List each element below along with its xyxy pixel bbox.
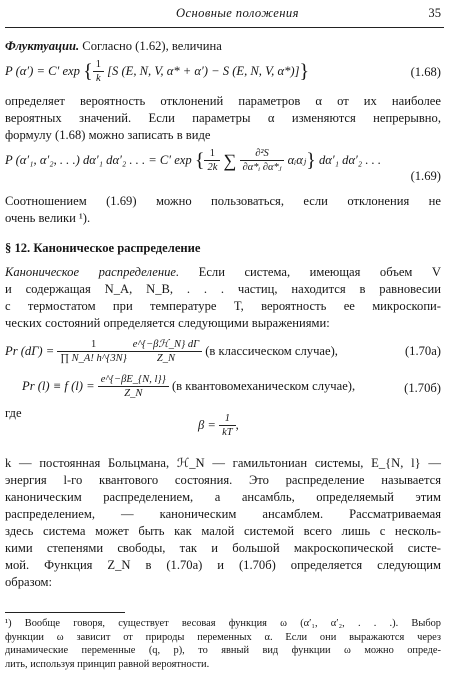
equation-1-69: P (α′₁, α′₂, . . .) dα′₁ dα′₂ . . . = C′ exp { $\frac{1}{2k}$ ∑ $\frac{\text{∂²S}}{\text{∂α*ᵢ ∂α*ⱼ}}$ αᵢαⱼ} dα′₁ dα′₂ . . . bbox=[5, 148, 382, 173]
eq169-number: (1.69) bbox=[410, 169, 441, 183]
beta-den: kT bbox=[222, 427, 233, 438]
running-header bbox=[0, 5, 449, 25]
eq170b-num: e^{−βE_{N, l}} bbox=[98, 373, 169, 387]
eq168-body: [S (E, N, V, α* + α′) − S (E, N, V, α*)] bbox=[107, 63, 300, 78]
eq170b-lhs: Pr (l) ≡ f (l) = bbox=[22, 378, 95, 393]
beta-tail: , bbox=[235, 417, 239, 432]
eq168-lhs: P (α′) = C′ exp bbox=[5, 63, 80, 78]
header-rule bbox=[5, 27, 444, 28]
footnote-line-4: лить, используя принцип равной вероятности. bbox=[5, 658, 210, 670]
eq169-frac2-den: ∂α*ᵢ ∂α*ⱼ bbox=[242, 162, 282, 173]
p3-line-1: Соотношением (1.69) можно пользоваться, если отклонения не bbox=[5, 194, 441, 208]
eq168-number: (1.68) bbox=[410, 65, 441, 79]
where-word: где bbox=[5, 406, 22, 420]
footnote-line-2: функции ω зависит от природы переменных α. Если они выражаются через bbox=[5, 631, 441, 643]
eq169-tail: dα′₁ dα′₂ . . . bbox=[318, 152, 382, 167]
p4-line-4: ческих состояний определяется следующими выражениями: bbox=[5, 316, 330, 330]
running-title: Основные положения bbox=[176, 6, 299, 20]
p4-line-2: и содержащая N_A, N_B, . . . частиц, находится в равновесии bbox=[5, 282, 441, 296]
p5-line-8: образом: bbox=[5, 575, 53, 589]
beta-lhs: β = bbox=[198, 417, 216, 432]
eq169-frac1-den: 2k bbox=[207, 162, 218, 173]
equation-1-68: P (α′) = C′ exp { $\frac{1}{k}$ [S (E, N, V, α* + α′) − S (E, N, V, α*)]} bbox=[5, 59, 310, 84]
eq169-frac1-num: 1 bbox=[204, 147, 220, 161]
section-heading: § 12. Каноническое распределение bbox=[5, 241, 201, 255]
beta-num: 1 bbox=[219, 412, 236, 426]
footnote-line-1: ¹) Вообще говоря, существует весовая функция ω (α′₁, α′₂, . . .). Выбор bbox=[5, 618, 441, 629]
page-number: 35 bbox=[428, 6, 441, 20]
p4-line-3: с термостатом при температуре T, вероятность ее микроскопи- bbox=[5, 299, 441, 313]
p5-line-6: кими степенями свободы, так и большой макроскопической систе- bbox=[5, 541, 441, 555]
eq170a-num: 1 bbox=[57, 338, 129, 352]
eq170a-note: (в классическом случае), bbox=[205, 343, 338, 358]
p5-line-4: распределением, — каноническим ансамблем. Рассматриваемая bbox=[5, 507, 441, 521]
footnote-rule bbox=[5, 612, 125, 613]
eq170a-num2: e^{−βℋ_N} dΓ bbox=[130, 338, 202, 352]
p5-line-2: энергия l-го квантового состояния. Это распределение называется bbox=[5, 473, 441, 487]
p5-line-3: каноническим распределением, а ансамбль, определяемый этим bbox=[5, 490, 441, 504]
eq170a-lhs: Pr (dΓ) = bbox=[5, 343, 55, 358]
eq170a-number: (1.70а) bbox=[404, 344, 441, 358]
eq168-frac-num: 1 bbox=[93, 58, 104, 72]
p2-line-1: определяет вероятность отклонений параметров α от их наиболее bbox=[5, 94, 441, 108]
eq169-term: αᵢαⱼ bbox=[287, 152, 307, 167]
p4-line-1-text: Если система, имеющая объем V bbox=[179, 265, 442, 279]
fluctuations-intro bbox=[5, 38, 222, 55]
p5-line-1: k — постоянная Больцмана, ℋ_N — гамильтониан системы, E_{N, l} — bbox=[5, 456, 441, 470]
eq169-lhs: P (α′₁, α′₂, . . .) dα′₁ dα′₂ . . . = C′ exp bbox=[5, 152, 192, 167]
p5-line-7: мой. Функция Z_N в (1.70а) и (1.70б) определяется следующим bbox=[5, 558, 441, 572]
equation-1-70a bbox=[5, 338, 338, 366]
p5-line-5: здесь система может быть как малой системой всего лишь с несколь- bbox=[5, 524, 441, 538]
fluctuations-rest: Согласно (1.62), величина bbox=[79, 39, 222, 53]
equation-1-70b bbox=[22, 373, 355, 401]
footnote-line-3: динамические переменные (q, p), то явный вид функции ω можно опреде- bbox=[5, 645, 441, 656]
p3-line-2: очень велики ¹). bbox=[5, 211, 91, 225]
p4-line-1 bbox=[5, 264, 441, 281]
eq170a-den2: Z_N bbox=[156, 353, 175, 364]
eq168-frac bbox=[93, 58, 104, 86]
fluctuations-lead: Флуктуации. bbox=[5, 39, 80, 53]
eq170b-number: (1.70б) bbox=[404, 381, 441, 395]
eq170b-note: (в квантовомеханическом случае), bbox=[171, 378, 356, 393]
p4-lead: Каноническое распределение. bbox=[5, 265, 180, 279]
p2-line-2: вероятных значений. Если параметры α изменяются непрерывно, bbox=[5, 111, 441, 125]
p2-line-3: формулу (1.68) можно записать в виде bbox=[5, 128, 211, 142]
beta-definition bbox=[198, 412, 239, 440]
eq169-frac2-num: ∂²S bbox=[240, 147, 285, 161]
eq170a-den: ∏ N_A! h^{3N} bbox=[60, 353, 127, 364]
eq168-frac-den: k bbox=[96, 73, 101, 84]
eq170b-den: Z_N bbox=[124, 388, 143, 399]
